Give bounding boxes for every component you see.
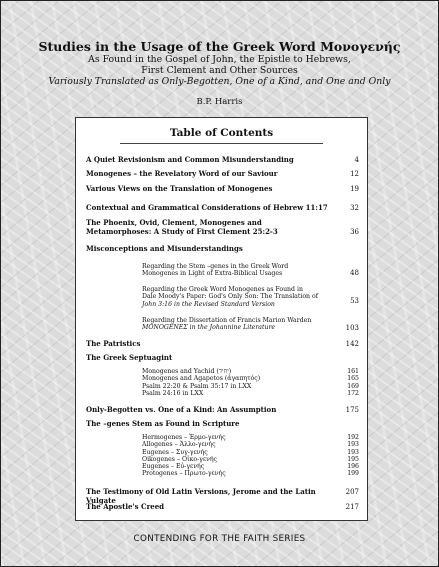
toc-entry-title-line: Regarding the Greek Word Monogenes as Found in xyxy=(142,286,303,293)
toc-entry-title xyxy=(142,317,329,332)
toc-subentry-title[interactable]: Oikogenes – Οἰκο-γενής xyxy=(142,455,218,463)
toc-subentry[interactable] xyxy=(142,317,359,333)
table-of-contents xyxy=(75,117,368,521)
toc-entry-page: 53 xyxy=(350,297,359,305)
genes-subentries xyxy=(142,434,359,479)
toc-entry-title: Misconceptions and Misunderstandings xyxy=(86,244,243,253)
toc-entry-title-line: Regarding the Stem –genes in the Greek Word xyxy=(142,263,289,270)
toc-entry-page: 142 xyxy=(345,340,359,348)
toc-entry-title: The Greek Septuagint xyxy=(86,353,173,362)
toc-entry-title: Contextual and Grammatical Considerations of Hebrew 11:17 xyxy=(86,203,328,212)
toc-entry-title: The –genes Stem as Found in Scripture xyxy=(86,419,240,428)
septuagint-subentries xyxy=(142,368,359,398)
toc-entry-page: 165 xyxy=(347,375,359,383)
subtitle-line-2: First Clement and Other Sources xyxy=(141,65,298,76)
toc-entry-title: A Quiet Revisionism and Common Misunderstanding xyxy=(86,155,294,164)
author-name: B.P. Harris xyxy=(196,97,243,107)
toc-entry-page: 103 xyxy=(345,324,359,332)
toc-entry-title: The Testimony of Old Latin Versions, Jerome and the Latin Vulgate xyxy=(86,487,316,505)
toc-subentry-title[interactable]: Monogenes and Yachid (יחיד) xyxy=(142,368,232,375)
toc-subentry-title[interactable]: Allogenes – Ἀλλο-γενής xyxy=(142,441,216,449)
toc-entry-title: Monogenes – the Revelatory Word of our Saviour xyxy=(86,169,278,178)
toc-subentry-title[interactable]: Protogenes – Πρωτο-γενής xyxy=(142,470,226,478)
toc-entry-page: 175 xyxy=(345,406,359,414)
toc-entry-page: 199 xyxy=(347,470,359,478)
toc-subentry[interactable] xyxy=(142,286,359,310)
toc-entry-page: 12 xyxy=(350,170,359,178)
toc-entry-title-line: The Phoenix, Ovid, Clement, Monogenes and xyxy=(86,218,262,227)
toc-entry-page: 193 xyxy=(347,441,359,449)
toc-entry-page: 196 xyxy=(347,463,359,471)
document-title: Studies in the Usage of the Greek Word Μονογενής xyxy=(38,39,401,54)
toc-subentry-title[interactable]: Psalm 22:20 & Psalm 35:17 in LXX xyxy=(142,382,252,390)
toc-subentry-title[interactable]: Hermogenes – Ἑρμο-γενής xyxy=(142,434,226,441)
toc-entry-page: 161 xyxy=(347,368,359,375)
toc-entry-page: 207 xyxy=(345,488,359,496)
toc-entry-title: The Apostle's Creed xyxy=(86,502,165,511)
toc-entry-page: 36 xyxy=(350,228,359,236)
toc-entry-title xyxy=(142,286,329,308)
toc-entry[interactable] xyxy=(86,219,359,237)
toc-entry-title-line: Metamorphoses: A Study of First Clement 25:2-3 xyxy=(86,226,278,236)
toc-entry-title-line: MONOGENEΣ in the Johannine Literature xyxy=(142,324,276,332)
toc-entry-page: 4 xyxy=(354,156,359,164)
subentry-pages xyxy=(333,368,359,397)
toc-entry-page: 19 xyxy=(350,185,359,193)
toc-entry-page: 48 xyxy=(350,269,359,277)
toc-entry-page: 169 xyxy=(347,382,359,390)
toc-subentry-title[interactable]: Psalm 24:16 in LXX xyxy=(142,389,204,397)
toc-subentry[interactable] xyxy=(142,263,359,279)
toc-divider xyxy=(120,143,323,144)
toc-entry-title: Various Views on the Translation of Monogenes xyxy=(86,184,273,193)
toc-entry-title-line: Monogenes in Light of Extra-Biblical Usages xyxy=(142,270,283,278)
toc-entry-title xyxy=(142,263,329,278)
toc-heading: Table of Contents xyxy=(169,127,274,139)
toc-entry-title xyxy=(86,219,331,236)
toc-entry-title-line: Dale Moody's Paper: God's Only Son: The Translation of xyxy=(142,293,319,301)
toc-subentry-title[interactable]: Eugenes – Εὐ-γενής xyxy=(142,463,205,471)
subentry-labels xyxy=(142,368,329,397)
toc-entry-title: The Patristics xyxy=(86,339,141,348)
toc-entry-page: 193 xyxy=(347,448,359,456)
subentry-labels xyxy=(142,434,329,478)
toc-subentry-title[interactable]: Eugenes – Συγ-γενής xyxy=(142,448,208,456)
subentry-pages xyxy=(333,434,359,478)
toc-entry-title-line: Regarding the Dissertation of Francis Marion Warden xyxy=(142,317,312,324)
subtitle-line-3: Variously Translated as Only-Begotten, One of a Kind, and One and Only xyxy=(48,76,391,87)
toc-subentry-title[interactable]: Monogenes and Agapetos (ἀγαπητός) xyxy=(142,375,261,383)
toc-entry-page: 195 xyxy=(347,455,359,463)
toc-entry-page: 172 xyxy=(347,389,359,397)
toc-entry-page: 217 xyxy=(345,503,359,511)
toc-entry-page: 192 xyxy=(347,434,359,441)
series-footer: CONTENDING FOR THE FAITH SERIES xyxy=(133,534,306,544)
subtitle-line-1: As Found in the Gospel of John, the Epistle to Hebrews, xyxy=(88,54,351,65)
toc-entry-title: Only-Begotten vs. One of a Kind: An Assumption xyxy=(86,405,277,414)
toc-entry-page: 32 xyxy=(350,204,359,212)
toc-entry-title-line: John 3:16 in the Revised Standard Version xyxy=(142,300,275,308)
